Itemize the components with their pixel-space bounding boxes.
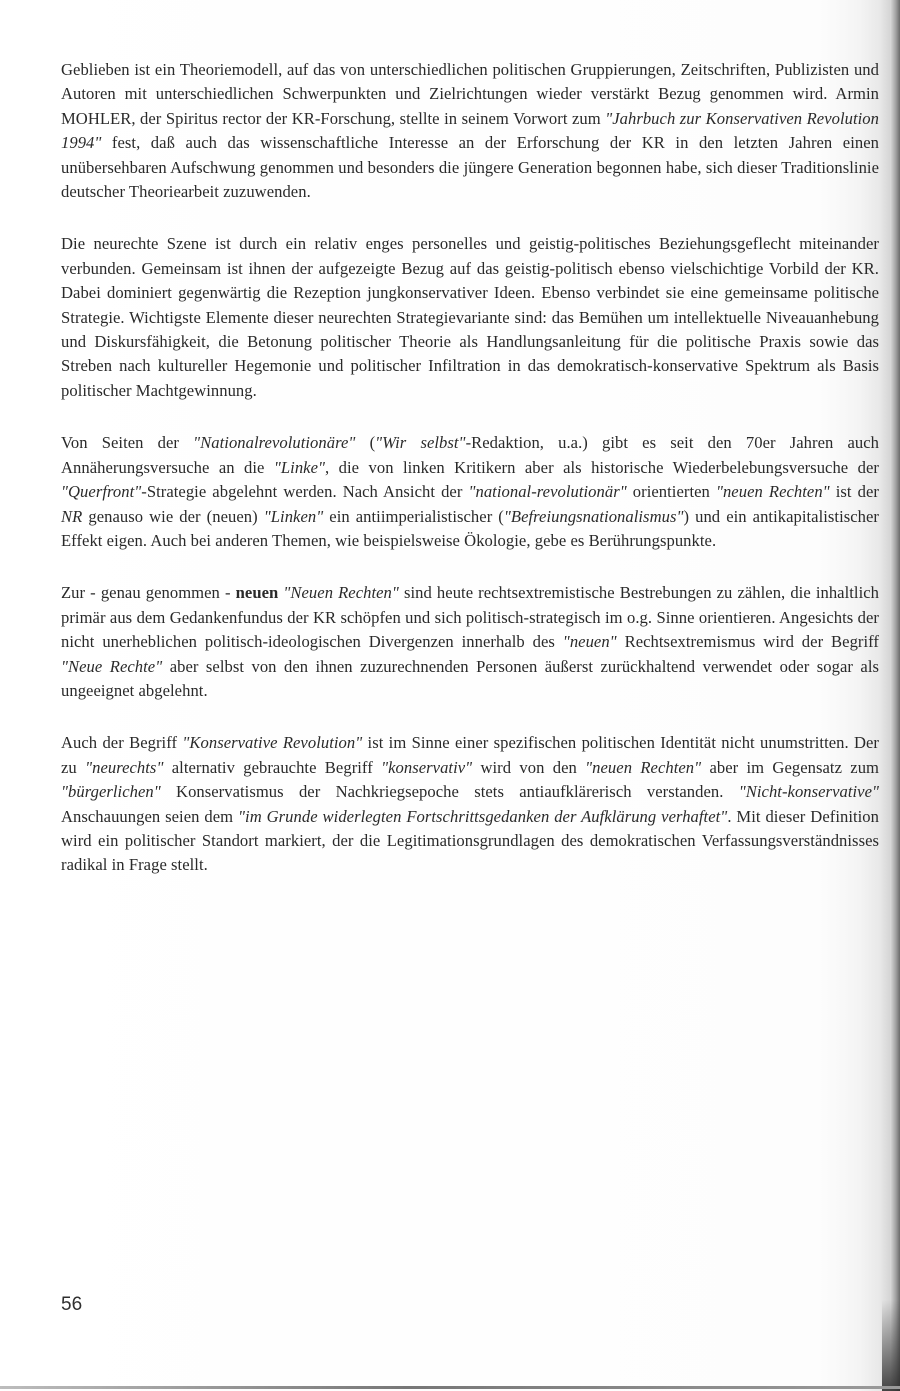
paragraph-3-segment: -Strategie abgelehnt werden. Nach Ansicht der <box>141 482 469 502</box>
paragraph-5-segment: "Konservative Revolution" <box>182 733 363 753</box>
paragraph-3-segment: "Wir selbst" <box>375 433 466 453</box>
paragraph-1-segment: fest, daß auch das wissenschaftliche Interesse an der Erforschung der KR in den letzten Jahren einen unübersehbaren Aufschwung genommen und besonders die jüngere Generation begonnen habe, sich dieser Traditionslinie deutscher Theoriearbeit zuzuwenden. <box>61 133 879 202</box>
paragraph-5-segment: "bürgerlichen" <box>61 782 161 802</box>
paragraph-3-segment: "Nationalrevolutionäre" <box>193 433 356 453</box>
paragraph-3-segment: -Redaktion, u.a.) gibt es seit den 70er Jahren auch Annäherungsversuche an die <box>61 433 879 477</box>
paragraph-5-segment: wird von den <box>472 757 586 777</box>
corner-shadow <box>882 1300 900 1391</box>
paragraph-3-segment: NR <box>61 506 83 526</box>
paragraph-4-segment: aber selbst von den ihnen zuzurechnenden Personen äußerst zurückhaltend verwendet oder sogar als ungeeignet abgelehnt. <box>61 656 880 700</box>
paragraph-3-segment: ein antiimperialistischer ( <box>323 506 504 526</box>
paragraph-4 <box>61 581 879 703</box>
paragraph-5-segment: "Nicht-konservative" <box>738 782 879 802</box>
paragraph-1-segment: "Jahrbuch zur Konservativen Revolution 1994" <box>61 108 880 153</box>
paragraph-4-segment: "Neuen Rechten" <box>283 583 399 603</box>
book-spine-shadow <box>890 0 900 1391</box>
paragraph-5-segment: "konservativ" <box>381 757 473 777</box>
paragraph-3-segment: Von Seiten der <box>61 433 194 453</box>
page-body <box>61 58 879 906</box>
paragraph-1-segment: Geblieben ist ein Theoriemodell, auf das von unterschiedlichen politischen Gruppierungen, Zeitschriften, Publizisten und Autoren mit unterschiedlichen Schwerpunkten und Zielrichtungen wieder verstärkt Bezug genommen wird. Armin MOHLER, der Spiritus rector der KR-Forschung, stellte in seinem Vorwort zum <box>61 60 879 128</box>
paragraph-3-segment: , die von linken Kritikern aber als historische Wiederbelebungsversuche der <box>325 457 879 477</box>
page-number: 56 <box>61 1294 83 1315</box>
paragraph-3-segment: genauso wie der (neuen) <box>82 506 264 526</box>
paragraph-5-segment: alternativ gebrauchte Begriff <box>163 757 382 777</box>
paragraph-5-segment: . Mit dieser Definition wird ein politischer Standort markiert, der die Legitimationsgrundlagen des demokratischen Verfassungsverständnisses radikal in Frage stellt. <box>61 806 879 875</box>
paragraph-3-segment: ( <box>355 433 376 453</box>
paragraph-5-segment: ist im Sinne einer spezifischen politischen Identität nicht unumstritten. Der zu <box>61 733 880 777</box>
paragraph-5-segment: Anschauungen seien dem <box>61 806 239 826</box>
paragraph-4-segment: neuen <box>235 583 279 603</box>
paragraph-5-segment: "neuen Rechten" <box>585 757 702 777</box>
paragraph-5-segment: "neurechts" <box>85 757 164 777</box>
paragraph-3-segment: ist der <box>829 482 879 502</box>
paragraph-5-segment: Auch der Begriff <box>61 733 183 753</box>
paragraph-2 <box>61 232 879 403</box>
paragraph-1 <box>61 58 879 204</box>
paragraph-3-segment: "neuen Rechten" <box>715 482 830 502</box>
paragraph-3-segment: "Linken" <box>263 506 324 526</box>
paragraph-5 <box>61 731 879 877</box>
paragraph-3-segment: ) und ein antikapitalistischer Effekt eigen. Auch bei anderen Themen, wie beispielsweise Ökologie, gebe es Berührungspunkte. <box>61 506 879 550</box>
paragraph-3-segment: "Befreiungsnationalismus" <box>503 506 684 526</box>
paragraph-5-segment: "im Grunde widerlegten Fortschrittsgedanken der Aufklärung verhaftet" <box>238 806 728 826</box>
paragraph-5-segment: Konservatismus der Nachkriegsepoche stets antiaufklärerisch verstanden. <box>160 782 739 802</box>
paragraph-3-segment: "Querfront" <box>61 482 142 502</box>
paragraph-3-segment: "national-revolutionär" <box>468 482 627 502</box>
paragraph-4-segment: Rechtsextremismus wird der Begriff <box>616 632 880 652</box>
paragraph-4-segment: Zur - genau genommen - <box>61 583 236 603</box>
paragraph-2-segment: Die neurechte Szene ist durch ein relativ enges personelles und geistig-politisches Beziehungsgeflecht miteinander verbunden. Gemeinsam ist ihnen der aufgezeigte Bezug auf das geistig-politisch ebenso vielschichtige Vorbild der KR. Dabei dominiert gegenwärtig die Rezeption jungkonservativer Ideen. Ebenso verbindet sie eine gemeinsame politische Strategie. Wichtigste Elemente dieser neurechten Strategievariante sind: das Bemühen um intellektuelle Niveauanhebung und Diskursfähigkeit, die Betonung politischer Theorie als Handlungsanleitung für die politische Praxis sowie das Streben nach kultureller Hegemonie und politischer Infiltration in das demokratisch-konservative Spektrum als Basis politischer Machtgewinnung. <box>61 234 879 400</box>
paragraph-3 <box>61 431 879 553</box>
paragraph-4-segment: sind heute rechtsextremistische Bestrebungen zu zählen, die inhaltlich primär aus dem Gedankenfundus der KR schöpfen und sich politisch-strategisch im o.g. Sinne orientieren. Angesichts der nicht unerheblichen politisch-ideologischen Divergenzen innerhalb des <box>61 583 879 652</box>
paragraph-3-segment: orientierten <box>626 482 716 502</box>
paragraph-5-segment: aber im Gegensatz zum <box>701 757 880 777</box>
paragraph-4-segment: "neuen" <box>562 632 617 652</box>
paragraph-4-segment: "Neue Rechte" <box>61 656 163 676</box>
paragraph-3-segment: "Linke" <box>273 457 326 477</box>
page-bottom-edge <box>0 1386 900 1389</box>
